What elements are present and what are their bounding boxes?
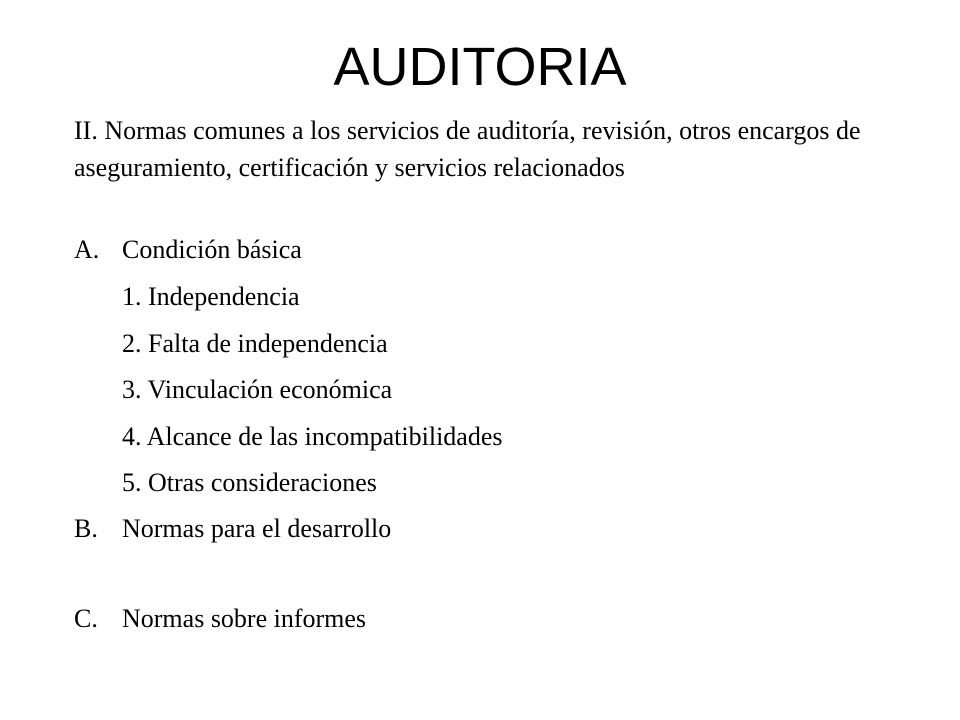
section-a-label: Condición básica (122, 235, 302, 264)
section-a-item-3: 3. Vinculación económica (122, 375, 393, 404)
section-a-item-1: 1. Independencia (122, 282, 300, 311)
section-b-label: Normas para el desarrollo (122, 514, 392, 543)
section-a-letter: A. (74, 235, 100, 264)
section-c (74, 603, 366, 635)
section-a (74, 234, 302, 266)
intro-paragraph: II. Normas comunes a los servicios de auditoría, revisión, otros encargos de aseguramiento, certificación y servicios relacionados (74, 116, 861, 182)
slide-title: AUDITORIA (333, 37, 627, 97)
section-c-letter: C. (74, 604, 98, 633)
section-b-letter: B. (74, 514, 98, 543)
section-a-item-5: 5. Otras consideraciones (122, 468, 377, 497)
section-b (74, 513, 391, 545)
section-a-item-4: 4. Alcance de las incompatibilidades (122, 422, 503, 451)
section-c-label: Normas sobre informes (122, 604, 367, 633)
section-a-item-2: 2. Falta de independencia (122, 329, 388, 358)
